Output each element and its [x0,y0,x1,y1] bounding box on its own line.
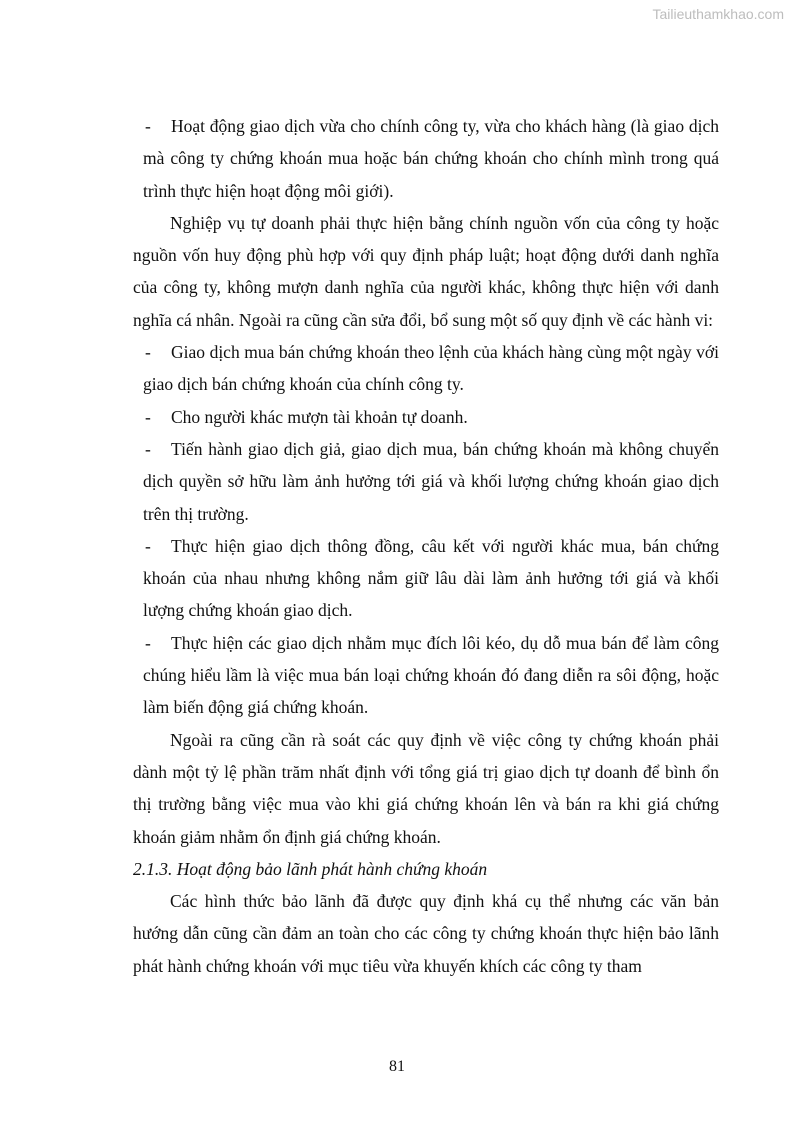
bullet-item [133,627,719,724]
bullet-item [133,433,719,530]
bullet-item [133,110,719,207]
document-body [133,110,719,982]
bullet-item [133,336,719,401]
bullet-text: Thực hiện giao dịch thông đồng, câu kết với người khác mua, bán chứng khoán của nhau nhưng không nắm giữ lâu dài làm ảnh hưởng tới giá và khối lượng chứng khoán giao dịch. [143,535,719,621]
section-heading: 2.1.3. Hoạt động bảo lãnh phát hành chứng khoán [133,858,488,879]
paragraph: Ngoài ra cũng cần rà soát các quy định về việc công ty chứng khoán phải dành một tỷ lệ phần trăm nhất định với tổng giá trị giao dịch tự doanh để bình ổn thị trường bằng việc mua vào khi giá chứng khoán lên và bán ra khi giá chứng khoán giảm nhằm ổn định giá chứng khoán. [133,729,719,847]
bullet-text: Tiến hành giao dịch giả, giao dịch mua, bán chứng khoán mà không chuyển dịch quyền sở hữu làm ảnh hưởng tới giá và khối lượng chứng khoán giao dịch trên thị trường. [143,438,719,524]
bullet-text: Thực hiện các giao dịch nhằm mục đích lôi kéo, dụ dỗ mua bán để làm công chúng hiểu lầm là việc mua bán loại chứng khoán đó đang diễn ra sôi động, hoặc làm biến động giá chứng khoán. [143,632,719,718]
bullet-dash: - [145,342,151,363]
bullet-dash: - [145,406,151,427]
watermark-text: Tailieuthamkhao.com [652,6,784,22]
page-number: 81 [389,1058,405,1075]
bullet-item [133,401,719,433]
bullet-text: Hoạt động giao dịch vừa cho chính công ty, vừa cho khách hàng (là giao dịch mà công ty chứng khoán mua hoặc bán chứng khoán cho chính mình trong quá trình thực hiện hoạt động môi giới). [143,116,719,201]
bullet-dash: - [145,535,151,556]
bullet-dash: - [145,632,151,653]
paragraph: Nghiệp vụ tự doanh phải thực hiện bằng chính nguồn vốn của công ty hoặc nguồn vốn huy động phù hợp với quy định pháp luật; hoạt động dưới danh nghĩa của công ty, không mượn danh nghĩa của người khác, không thực hiện với danh nghĩa cá nhân. Ngoài ra cũng cần sửa đổi, bổ sung một số quy định về các hành vi: [133,212,719,330]
paragraph: Các hình thức bảo lãnh đã được quy định khá cụ thể nhưng các văn bản hướng dẫn cũng cần đảm an toàn cho các công ty chứng khoán thực hiện bảo lãnh phát hành chứng khoán với mục tiêu vừa khuyến khích các công ty tham [133,891,719,976]
bullet-dash: - [145,438,151,459]
bullet-dash: - [145,116,151,136]
bullet-item [133,530,719,627]
bullet-text: Cho người khác mượn tài khoản tự doanh. [171,406,468,427]
bullet-text: Giao dịch mua bán chứng khoán theo lệnh của khách hàng cùng một ngày với giao dịch bán chứng khoán của chính công ty. [143,342,719,395]
